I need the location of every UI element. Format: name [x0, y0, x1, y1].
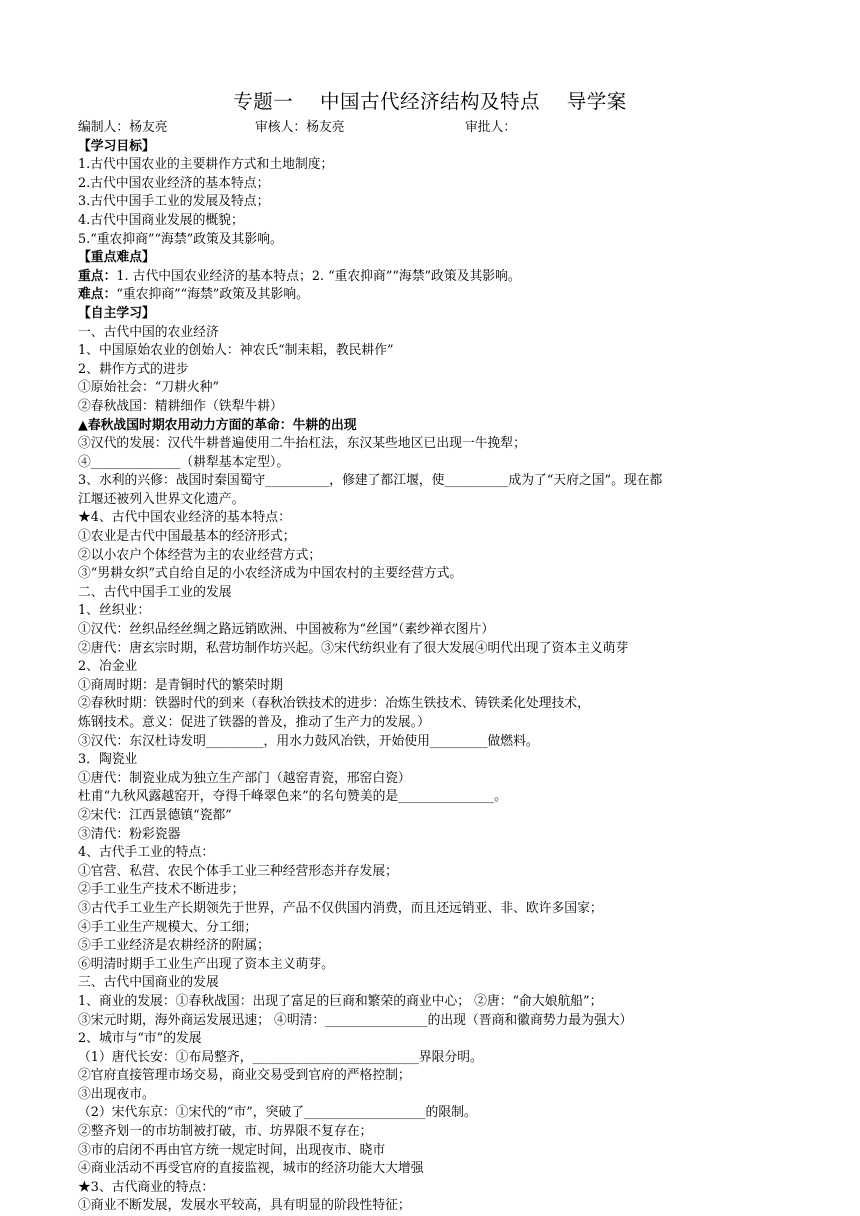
- text-line: 2、耕作方式的进步: [78, 361, 189, 377]
- text-line: 【自主学习】: [78, 305, 155, 321]
- text-line: ③出现夜市。: [78, 1086, 155, 1102]
- text-line: ★4、古代中国农业经济的基本特点：: [78, 510, 291, 526]
- document-body: [78, 119, 798, 1216]
- text-line: ⑥明清时期手工业生产出现了资本主义萌芽。: [78, 956, 334, 972]
- line-text: 1. 古代中国农业经济的基本特点；2. “重农抑商”“海禁”政策及其影响。: [116, 268, 521, 284]
- text-line: 【学习目标】: [78, 138, 155, 154]
- text-line: ③市的启闭不再由官方统一规定时间，出现夜市、晓市: [78, 1142, 386, 1158]
- text-line: ①商业不断发展，发展水平较高，具有明显的阶段性特征；: [78, 1198, 411, 1214]
- text-line: ②宋代：江西景德镇“瓷都”: [78, 807, 232, 823]
- text-line: 三、古代中国商业的发展: [78, 975, 219, 991]
- text-line: 2、城市与“市”的发展: [78, 1031, 202, 1047]
- text-line: ①商周时期：是青铜时代的繁荣时期: [78, 677, 283, 693]
- text-line: 3、水利的兴修：战国时秦国蜀守__________，修建了都江堰，使__________成为了“天府之国”。现在都: [78, 473, 663, 489]
- line-text: “重农抑商”“海禁”政策及其影响。: [116, 287, 309, 303]
- text-line: ②春秋战国：精耕细作（铁犁牛耕）: [78, 398, 283, 414]
- text-line: ④手工业生产规模大、分工细；: [78, 919, 258, 935]
- text-line: 1、丝织业：: [78, 603, 151, 619]
- reviewer-field: 审核人：杨友亮: [255, 120, 345, 135]
- approver-field: 审批人：: [465, 120, 517, 135]
- editor-field: 编制人：杨友亮: [78, 120, 168, 135]
- text-line: （1）唐代长安：①布局整齐，__________________________界限分明。: [78, 1049, 483, 1065]
- text-line: 一、古代中国的农业经济: [78, 324, 219, 340]
- text-line: ①农业是古代中国最基本的经济形式；: [78, 529, 296, 545]
- text-line: ②手工业生产技术不断进步；: [78, 882, 245, 898]
- text-line: 2.古代中国农业经济的基本特点；: [78, 175, 270, 191]
- text-lines: [78, 138, 798, 1216]
- text-line: ②唐代：唐玄宗时期，私营坊制作坊兴起。③宋代纺织业有了很大发展④明代出现了资本主义萌芽: [78, 640, 629, 656]
- text-line: [78, 286, 798, 305]
- text-line: ②春秋时期：铁器时代的到来（春秋冶铁技术的进步：冶炼生铁技术、铸铁柔化处理技术，: [78, 696, 590, 712]
- text-line: 3.古代中国手工业的发展及特点；: [78, 194, 270, 210]
- line-label: 重点：: [78, 268, 117, 284]
- text-line: ①原始社会：“刀耕火种”: [78, 380, 220, 396]
- text-line: 3．陶瓷业: [78, 752, 138, 768]
- text-line: 4、古代手工业的特点：: [78, 845, 215, 861]
- text-line: ④______________（耕犁基本定型）。: [78, 454, 290, 470]
- text-line: 4.古代中国商业发展的概貌；: [78, 212, 244, 228]
- text-line: ★3、古代商业的特点：: [78, 1179, 215, 1195]
- text-line: ①汉代：丝织品经丝绸之路远销欧洲、中国被称为“丝国”（素纱禅衣图片）: [78, 622, 495, 638]
- line-label: 难点：: [78, 287, 117, 303]
- text-line: ▲春秋战国时期农用动力方面的革命：牛耕的出现: [78, 417, 357, 433]
- text-line: （2）宋代东京：①宋代的“市”，突破了___________________的限制。: [78, 1105, 477, 1121]
- text-line: 1.古代中国农业的主要耕作方式和土地制度；: [78, 157, 334, 173]
- text-line: ①官营、私营、农民个体手工业三种经营形态并存发展；: [78, 863, 398, 879]
- text-line: 5.“重农抑商”“海禁”政策及其影响。: [78, 231, 283, 247]
- text-line: ②整齐划一的市坊制被打破，市、坊界限不复存在；: [78, 1124, 373, 1140]
- text-line: 1、中国原始农业的创始人：神农氏“制耒耜，教民耕作”: [78, 343, 394, 359]
- text-line: ③清代：粉彩瓷器: [78, 826, 181, 842]
- meta-line: [78, 119, 798, 138]
- text-line: ②官府直接管理市场交易，商业交易受到官府的严格控制；: [78, 1068, 411, 1084]
- document-title: 专题一 中国古代经济结构及特点 导学案: [233, 90, 627, 113]
- text-line: ②以小农户个体经营为主的农业经营方式；: [78, 547, 322, 563]
- text-line: 1、商业的发展：①春秋战国：出现了富足的巨商和繁荣的商业中心； ②唐：“俞大娘航船”；: [78, 993, 603, 1009]
- text-line: ③古代手工业生产长期领先于世界，产品不仅供国内消费，而且还远销亚、非、欧许多国家；: [78, 900, 603, 916]
- text-line: 杜甫“九秋风露越窑开，夺得千峰翠色来”的名句赞美的是_______________。: [78, 789, 507, 805]
- text-line: ④商业活动不再受官府的直接监视，城市的经济功能大大增强: [78, 1161, 424, 1177]
- text-line: 炼钢技术。意义：促进了铁器的普及，推动了生产力的发展。）: [78, 715, 430, 730]
- text-line: [78, 268, 798, 287]
- text-line: 二、古代中国手工业的发展: [78, 584, 232, 600]
- text-line: 【重点难点】: [78, 250, 155, 266]
- text-line: ③“男耕女织”式自给自足的小农经济成为中国农村的主要经营方式。: [78, 566, 463, 582]
- text-line: ①唐代：制瓷业成为独立生产部门（越窑青瓷，邢窑白瓷）: [78, 770, 411, 786]
- text-line: 2、冶金业: [78, 659, 138, 675]
- text-line: ③汉代：东汉杜诗发明_________，用水力鼓风冶铁，开始使用_________做燃料。: [78, 733, 539, 749]
- text-line: ⑤手工业经济是农耕经济的附属；: [78, 938, 270, 954]
- text-line: ③汉代的发展：汉代牛耕普遍使用二牛抬杠法，东汉某些地区已出现一牛挽犁；: [78, 436, 526, 452]
- text-line: 江堰还被列入世界文化遗产。: [78, 491, 245, 507]
- text-line: ③宋元时期，海外商运发展迅速； ④明清：________________的出现（晋商和徽商势力最为强大）: [78, 1012, 633, 1028]
